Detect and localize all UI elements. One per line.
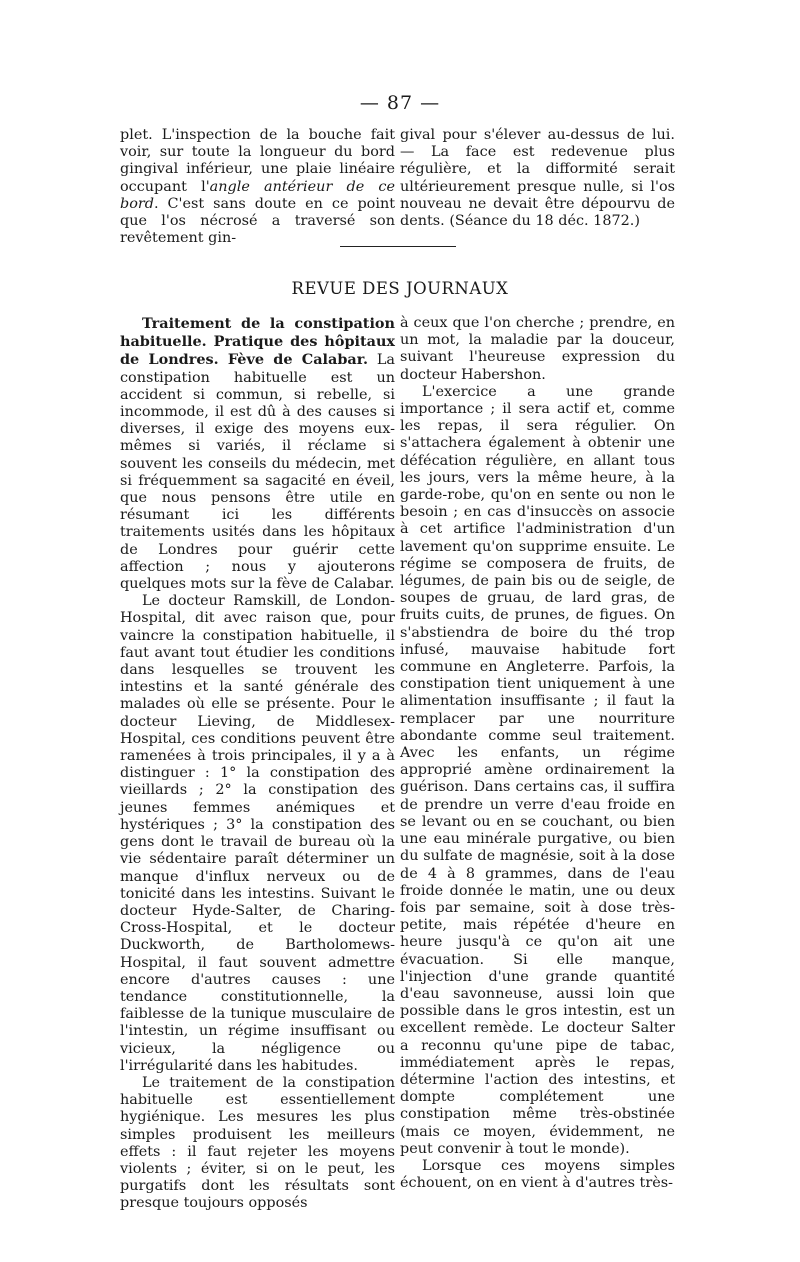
article-left-column	[120, 315, 395, 1213]
article-paragraph: Lorsque ces moyens simples échouent, on en vient à d'autres très-	[400, 1157, 675, 1192]
section-divider	[340, 246, 456, 247]
text-segment: plet. L'inspection de la bouche fait voir, sur toute la longueur du bord gingival inférieur, une plaie linéaire occupant l'	[120, 127, 395, 195]
article-paragraph: L'exercice a une grande importance ; il sera actif et, comme les repas, il sera régulier. On s'attachera également à obtenir une défécation régulière, en allant tous les jours, vers la même heure, à la garde-robe, qu'on en sente ou non le besoin ; en cas d'insuccès on associe à cet artifice l'administration d'un lavement qu'on supprime ensuite. Le régime se composera de fruits, de légumes, de pain bis ou de seigle, de soupes de gruau, de lard gras, de fruits cuits, de prunes, de figues. On s'abstiendra de boire du thé trop infusé, mauvaise habitude fort commune en Angleterre. Parfois, la constipation tient uniquement à une alimentation insuffisante ; il faut la remplacer par une nourriture abondante comme seul traitement. Avec les enfants, un régime approprié amène ordinairement la guérison. Dans certains cas, il suffira de prendre un verre d'eau froide en se levant ou en se couchant, ou bien une eau minérale purgative, ou bien du sulfate de magnésie, soit à la dose de 4 à 8 grammes, dans de l'eau froide donnée le matin, une ou deux fois par semaine, soit à dose très-petite, mais répétée d'heure en heure jusqu'à ce qu'on ait une évacuation. Si elle manque, l'injection d'une grande quantité d'eau savonneuse, aussi loin que possible dans le gros intestin, est un excellent remède. Le docteur Salter a reconnu qu'une pipe de tabac, immédiatement après le repas, détermine l'action des intestins, et dompte complétement une constipation même très-obstinée (mais ce moyen, évidemment, ne peut convenir à tout le monde).	[400, 383, 675, 1157]
article-paragraph: Le docteur Ramskill, de London-Hospital, dit avec raison que, pour vaincre la constipation habituelle, il faut avant tout étudier les conditions dans lesquelles se trouvent les intestins et la santé générale des malades où elle se présente. Pour le docteur Lieving, de Middlesex-Hospital, ces conditions peuvent être ramenées à trois principales, il y a à distinguer : 1° la constipation des vieillards ; 2° la constipation des jeunes femmes anémiques et hystériques ; 3° la constipation des gens dont le travail de bureau où la vie sédentaire paraît déterminer un manque d'influx nerveux ou de tonicité dans les intestins. Suivant le docteur Hyde-Salter, de Charing-Cross-Hospital, et le docteur Duckworth, de Bartholomews-Hospital, il faut souvent admettre encore d'autres causes : une tendance constitutionnelle, la faiblesse de la tunique musculaire de l'intestin, un régime insuffisant ou vicieux, la négligence ou l'irrégularité dans les habitudes.	[120, 593, 395, 1074]
top-right-column	[400, 127, 675, 230]
article-right-column	[400, 315, 675, 1192]
italic-phrase: angle antérieur de ce bord	[120, 178, 396, 212]
page-number: — 87 —	[359, 92, 441, 114]
article-paragraph-text: La constipation habituelle est un accident si commun, si rebelle, si incommode, il est dû à des causes si diverses, il exige des moyens eux-mêmes si variés, il réclame si souvent les conseils du médecin, met si fréquemment sa sagacité en éveil, que nous pensons être utile en résumant ici les différents traitements usités dans les hôpitaux de Londres pour guérir cette affection ; nous y ajouterons quelques mots sur la fève de Calabar.	[120, 352, 395, 593]
article-first-paragraph	[120, 315, 395, 593]
article-paragraph: Le traitement de la constipation habituelle est essentiellement hygiénique. Les mesures les plus simples produisent les meilleurs effets : il faut rejeter les moyens violents ; éviter, si on le peut, les purgatifs dont les résultats sont presque toujours opposés	[120, 1074, 395, 1212]
text-segment: . C'est sans doute en ce point que l'os nécrosé a traversé son revêtement gin-	[120, 195, 395, 247]
top-right-paragraph: gival pour s'élever au-dessus de lui. — La face est redevenue plus régulière, et la difformité serait ultérieurement presque nulle, si l'os nouveau ne devait être dépourvu de dents. (Séance du 18 déc. 1872.)	[400, 127, 675, 230]
article-paragraph: à ceux que l'on cherche ; prendre, en un mot, la maladie par la douceur, suivant l'heureuse expression du docteur Habershon.	[400, 315, 675, 383]
top-left-column	[120, 127, 395, 247]
top-left-paragraph	[120, 127, 395, 247]
article-title: Traitement de la constipation habituelle. Pratique des hôpitaux de Londres. Fève de Calabar.	[120, 315, 395, 369]
section-title: REVUE DES JOURNAUX	[291, 279, 509, 298]
